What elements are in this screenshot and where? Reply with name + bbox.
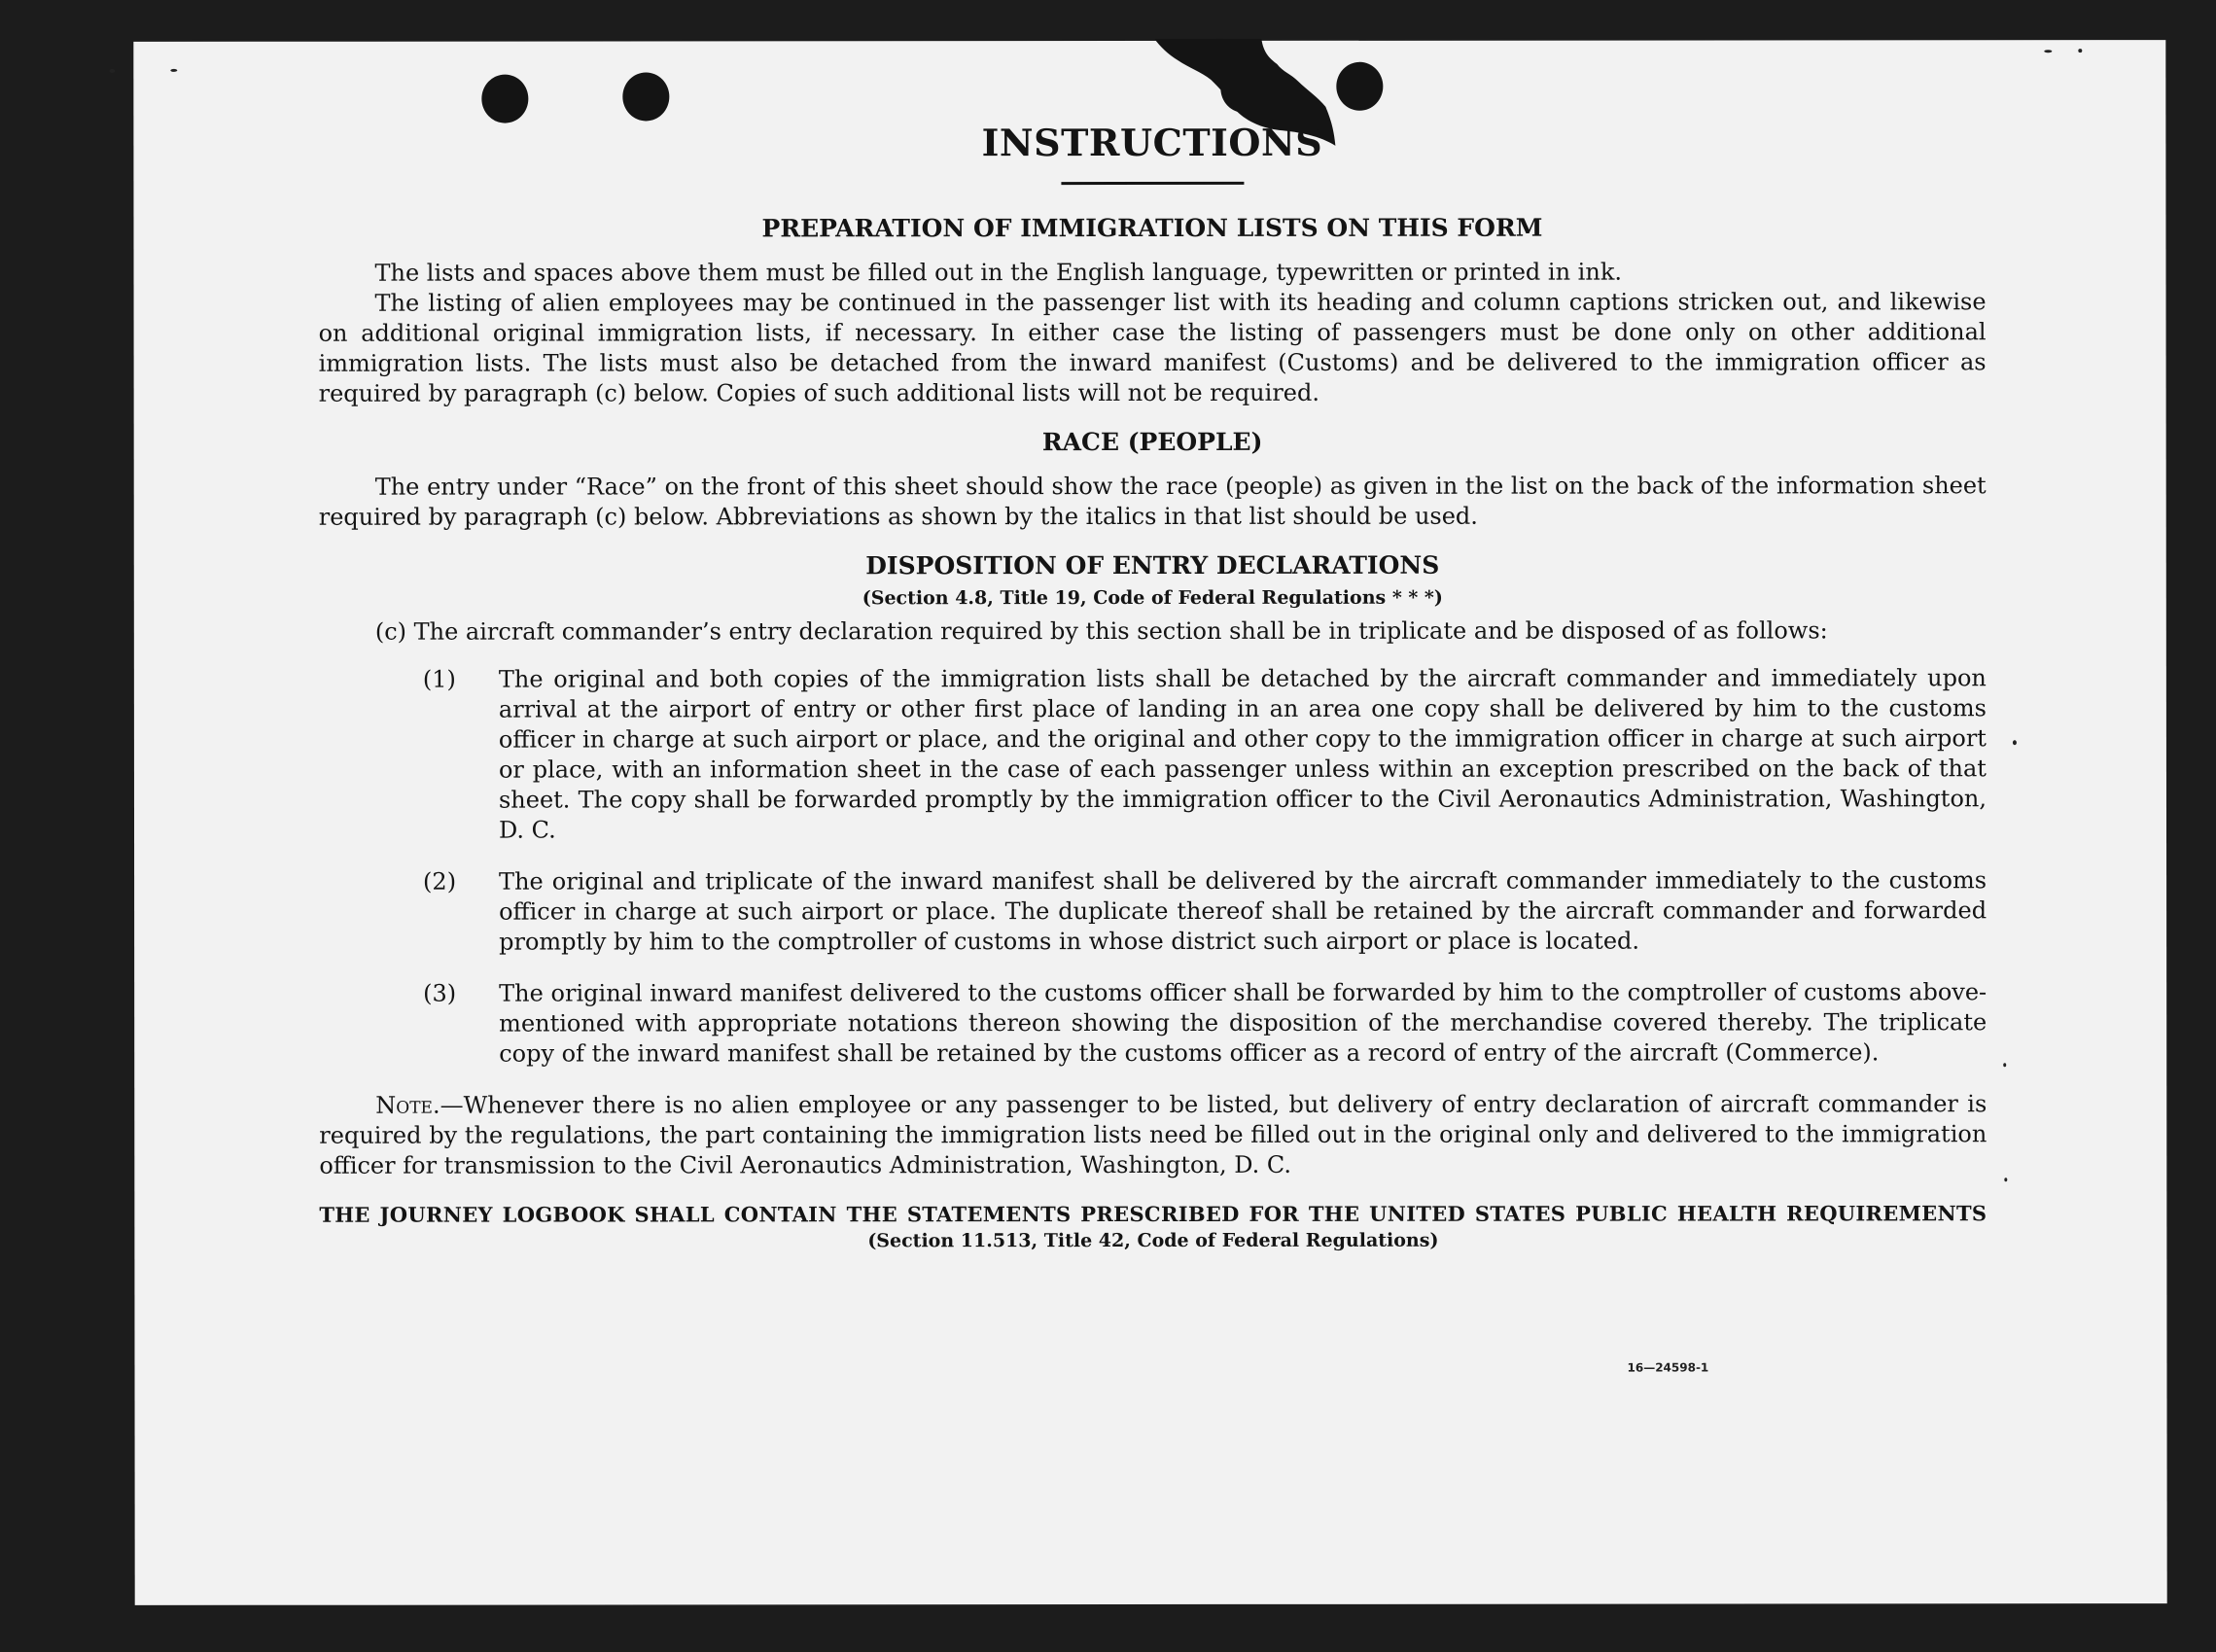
disposition-citation: (Section 4.8, Title 19, Code of Federal Regulations * * *) [862, 586, 1443, 610]
disposition-item-3 [319, 977, 1987, 1069]
item-number: (1) [422, 665, 456, 693]
logbook-citation: (Section 11.513, Title 42, Code of Federal Regulations) [867, 1229, 1439, 1252]
preparation-paragraph-2: The listing of alien employees may be continued in the passenger list with its heading and column captions stricken out, and likewise on additional original immigration lists, if necessary. In either case the listing of passengers must be done only on other additional immigration lists. The lists must also be detached from the inward manifest (Customs) and be delivered to the immigration officer as required by paragraph (c) below. Copies of such additional lists will not be required. [318, 288, 1987, 407]
scan-speck [2004, 1177, 2007, 1181]
punch-hole [1336, 62, 1383, 111]
race-heading: RACE (PEOPLE) [1041, 427, 1263, 457]
disposition-item-2 [319, 865, 1987, 957]
punch-hole [622, 72, 669, 121]
item-number: (2) [423, 867, 457, 896]
page-title: INSTRUCTIONS [981, 120, 1323, 165]
punch-hole [481, 75, 528, 123]
scan-speck [2078, 49, 2082, 53]
scan-speck [2044, 50, 2052, 53]
note-label: Note. [375, 1091, 440, 1119]
disposition-item-1 [319, 663, 1987, 845]
item-text: The original and both copies of the immigration lists shall be detached by the aircraft commander and immediately upon arrival at the airport of entry or other first place of landing in an area one copy shall be delivered by him to the customs officer in charge at such airport or place, and the original and other copy to the immigration officer in charge at such airport or place, with an information sheet in the case of each passenger unless within an exception prescribed on the back of that sheet. The copy shall be forwarded promptly by the immigration officer to the Civil Aeronautics Administration, Washington, D. C. [498, 664, 1987, 844]
note-paragraph [319, 1089, 1987, 1180]
scan-speck [109, 69, 115, 73]
note-text: —Whenever there is no alien employee or any passenger to be listed, but delivery of entry declaration of aircraft commander is required by the regulations, the part containing the immigration lists need be filled out in the original only and delivered to the immigration officer for transmission to the Civil Aeronautics Administration, Washington, D. C. [319, 1090, 1987, 1179]
title-underline [1061, 182, 1244, 185]
disposition-intro: (c) The aircraft commander’s entry declaration required by this section shall be in triplicate and be disposed of as follows: [374, 616, 1828, 646]
logbook-statement: THE JOURNEY LOGBOOK SHALL CONTAIN THE STATEMENTS PRESCRIBED FOR THE UNITED STATES PUBLIC HEALTH REQUIREMENTS [319, 1201, 1987, 1227]
scan-speck [2003, 1063, 2006, 1067]
item-number: (3) [423, 979, 457, 1007]
preparation-heading: PREPARATION OF IMMIGRATION LISTS ON THIS FORM [761, 213, 1543, 243]
item-text: The original and triplicate of the inward manifest shall be delivered by the aircraft commander immediately to the customs officer in charge at such airport or place. The duplicate thereof shall be retained by the aircraft commander and forwarded promptly by him to the comptroller of customs in whose district such airport or place is located. [499, 866, 1987, 956]
scan-speck [2013, 740, 2017, 745]
disposition-heading: DISPOSITION OF ENTRY DECLARATIONS [865, 550, 1440, 580]
item-text: The original inward manifest delivered to the customs officer shall be forwarded by him to the comptroller of customs above-mentioned with appropriate notations thereon showing the disposition of the merchandise covered thereby. The triplicate copy of the inward manifest shall be retained by the customs officer as a record of entry of the aircraft (Commerce). [499, 978, 1987, 1068]
paper-sheet [133, 40, 2166, 1605]
preparation-paragraph-1: The lists and spaces above them must be filled out in the English language, typewritten or printed in ink. [374, 258, 1623, 287]
form-number: 16—24598-1 [1627, 1360, 1709, 1375]
scan-speck [170, 69, 177, 72]
instructions-body [318, 118, 1987, 1251]
race-paragraph: The entry under “Race” on the front of this sheet should show the race (people) as given in the list on the back of the information sheet required by paragraph (c) below. Abbreviations as shown by the italics in that list should be used. [318, 472, 1987, 531]
